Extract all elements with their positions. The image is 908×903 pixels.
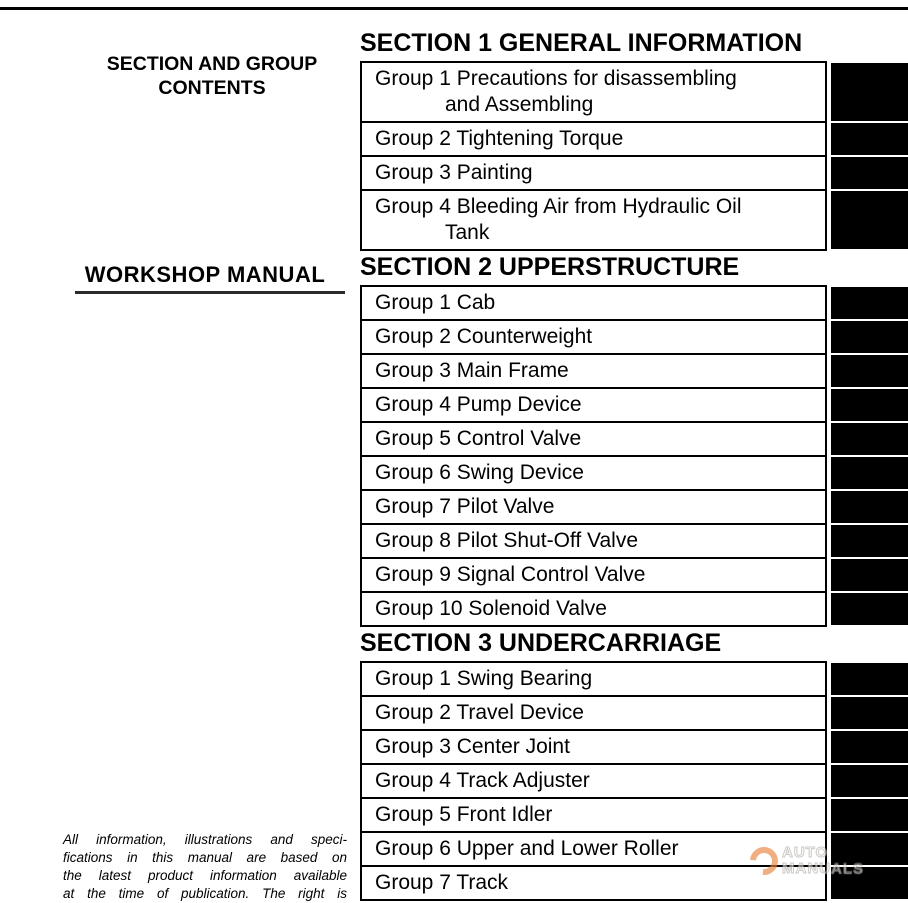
section-index-tab (831, 697, 908, 729)
section-index-tab (831, 423, 908, 455)
top-border-rule (0, 7, 908, 10)
section-index-tab (831, 731, 908, 763)
section-index-tab (831, 525, 908, 557)
section-title: SECTION 3 UNDERCARRIAGE (360, 629, 722, 657)
toc-group-row (360, 591, 908, 627)
disclaimer-line: at the time of publication. The right is (63, 886, 347, 901)
toc-group-row (360, 121, 908, 157)
group-label (360, 353, 827, 389)
group-label (360, 155, 827, 191)
section-index-tab (831, 355, 908, 387)
manual-title: WORKSHOP MANUAL (84, 262, 326, 287)
group-label (360, 387, 827, 423)
group-label (360, 455, 827, 491)
group-label (360, 61, 827, 123)
group-label (360, 661, 827, 697)
section-index-tab (831, 389, 908, 421)
group-label-line: Group 1 Precautions for disassembling (375, 67, 737, 90)
group-label-line: and Assembling (445, 93, 594, 116)
group-label-line: Group 6 Upper and Lower Roller (375, 837, 679, 860)
section-index-tab (831, 491, 908, 523)
table-of-contents (360, 27, 908, 901)
toc-group-row (360, 61, 908, 123)
group-label (360, 591, 827, 627)
group-label-line: Group 7 Track (375, 871, 509, 894)
toc-group-row (360, 155, 908, 191)
toc-group-row (360, 661, 908, 697)
section-index-tab (831, 663, 908, 695)
toc-group-row (360, 729, 908, 765)
section-index-tab (831, 287, 908, 319)
group-label (360, 523, 827, 559)
group-label-line: Group 3 Main Frame (375, 359, 569, 382)
group-label-line: Group 1 Swing Bearing (375, 667, 593, 690)
toc-group-row (360, 455, 908, 491)
watermark (750, 845, 908, 877)
group-label (360, 319, 827, 355)
group-label (360, 557, 827, 593)
toc-group-row (360, 387, 908, 423)
contents-heading-line2: CONTENTS (158, 77, 266, 99)
section-index-tab (831, 123, 908, 155)
disclaimer-text (63, 831, 347, 903)
group-label-line: Group 3 Painting (375, 161, 533, 184)
toc-group-row (360, 763, 908, 799)
group-label-line: Group 8 Pilot Shut-Off Valve (375, 529, 639, 552)
group-label-line: Group 4 Pump Device (375, 393, 582, 416)
toc-group-row (360, 489, 908, 525)
section-index-tab (831, 593, 908, 625)
group-label (360, 695, 827, 731)
section-index-tab (831, 799, 908, 831)
section-index-tab (831, 457, 908, 489)
section-index-tab (831, 63, 908, 121)
group-label-line: Tank (445, 221, 490, 244)
section-title: SECTION 1 GENERAL INFORMATION (360, 29, 803, 57)
group-label-line: Group 2 Travel Device (375, 701, 584, 724)
manual-title-underline (75, 291, 345, 294)
group-label (360, 121, 827, 157)
toc-group-row (360, 523, 908, 559)
group-label-line: Group 5 Front Idler (375, 803, 553, 826)
toc-group-row (360, 189, 908, 251)
group-label (360, 489, 827, 525)
group-label-line: Group 10 Solenoid Valve (375, 597, 607, 620)
group-label (360, 729, 827, 765)
section-index-tab (831, 765, 908, 797)
group-label (360, 797, 827, 833)
toc-group-row (360, 695, 908, 731)
watermark-text-line1: AUTO (782, 844, 829, 861)
group-label-line: Group 6 Swing Device (375, 461, 584, 484)
section-index-tab (831, 191, 908, 249)
section-index-tab (831, 321, 908, 353)
section-index-tab (831, 157, 908, 189)
toc-group-row (360, 557, 908, 593)
toc-group-row (360, 319, 908, 355)
group-label-line: Group 7 Pilot Valve (375, 495, 555, 518)
toc-group-row (360, 421, 908, 457)
toc-group-row (360, 797, 908, 833)
group-label (360, 285, 827, 321)
group-label-line: Group 4 Track Adjuster (375, 769, 590, 792)
group-label-line: Group 2 Counterweight (375, 325, 593, 348)
disclaimer-line: fications in this manual are based on (63, 850, 347, 865)
section-title: SECTION 2 UPPERSTRUCTURE (360, 253, 740, 281)
toc-group-row (360, 353, 908, 389)
watermark-logo-icon (744, 841, 783, 880)
toc-group-row (360, 285, 908, 321)
section-index-tab (831, 559, 908, 591)
group-label-line: Group 4 Bleeding Air from Hydraulic Oil (375, 195, 742, 218)
group-label-line: Group 2 Tightening Torque (375, 127, 624, 150)
contents-heading (68, 52, 356, 100)
group-label-line: Group 5 Control Valve (375, 427, 582, 450)
contents-heading-line1: SECTION AND GROUP (106, 53, 318, 75)
group-label (360, 763, 827, 799)
group-label (360, 189, 827, 251)
group-label-line: Group 1 Cab (375, 291, 496, 314)
group-label-line: Group 3 Center Joint (375, 735, 570, 758)
watermark-text-line2: MANUALS (782, 860, 864, 877)
disclaimer-line: All information, illustrations and speci- (63, 832, 347, 847)
disclaimer-line: the latest product information available (63, 868, 347, 883)
group-label-line: Group 9 Signal Control Valve (375, 563, 646, 586)
group-label (360, 421, 827, 457)
